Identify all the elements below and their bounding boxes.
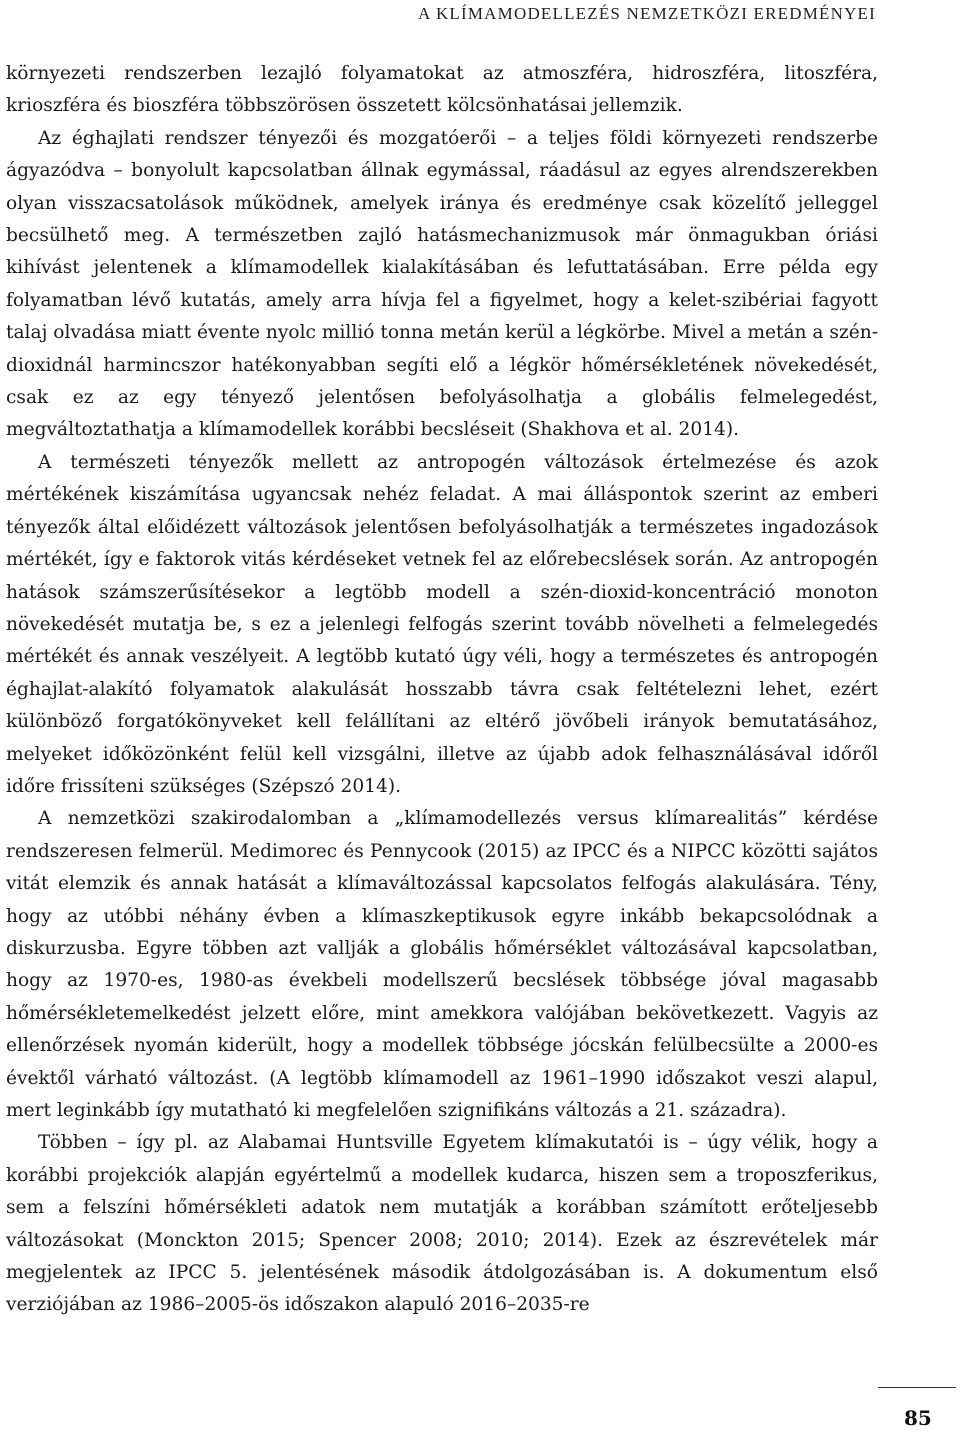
paragraph: A nemzetközi szakirodalomban a „klímamodellezés versus klímarealitás” kérdése rendszeresen felmerül. Medimorec és Pennycook (2015) az IPCC és a NIPCC közötti sajátos vitát elemzik és annak hatását a klímaváltozással kapcsolatos felfogás alakulására. Tény, hogy az utóbbi néhány évben a klímaszkeptikusok egyre inkább bekapcsolódnak a diskurzusba. Egyre többen azt vallják a globális hőmérséklet változásával kapcsolatban, hogy az 1970-es, 1980-as évekbeli modellszerű becslések többsége jóval magasabb hőmérsékletemelkedést jelzett előre, mint amekkora valójában bekövetkezett. Vagyis az ellenőrzések nyomán kiderült, hogy a modellek többsége jócskán felülbecsülte a 2000-es évektől várható változást. (A legtöbb klímamodell az 1961–1990 időszakot veszi alapul, mert leginkább így mutatható ki megfelelően szignifikáns változás a 21. századra). [6, 808, 878, 1121]
paragraph: Az éghajlati rendszer tényezői és mozgatóerői – a teljes földi környezeti rendszerbe ágyazódva – bonyolult kapcsolatban állnak egymással, ráadásul az egyes alrendszerekben olyan visszacsatolások működnek, amelyek iránya és eredménye csak közelítő jelleggel becsülhető meg. A természetben zajló hatásmechanizmusok már önmagukban óriási kihívást jelentenek a klímamodellek kialakításában és lefuttatásában. Erre példa egy folyamatban lévő kutatás, amely arra hívja fel a figyelmet, hogy a kelet-szibériai fagyott talaj olvadása miatt évente nyolc millió tonna metán kerül a légkörbe. Mivel a metán a szén-dioxidnál harmincszor hatékonyabban segíti elő a légkör hőmérsékletének növekedését, csak ez az egy tényező jelentősen befolyásolhatja a globális felmelegedést, megváltoztathatja a klímamodellek korábbi becsléseit (Shakhova et al. 2014). [6, 127, 879, 441]
paragraph: környezeti rendszerben lezajló folyamatokat az atmoszféra, hidroszféra, litoszféra, krioszféra és bioszféra többszörösen összetett kölcsönhatásai jellemzik. [6, 63, 878, 117]
page-number-rule [878, 1387, 956, 1388]
paragraph: A természeti tényezők mellett az antropogén változások értelmezése és azok mértékének kiszámítása ugyancsak nehéz feladat. A mai álláspontok szerint az emberi tényezők által előidézett változások jelentősen befolyásolhatják a természetes ingadozások mértékét, így e faktorok vitás kérdéseket vetnek fel az előrebecslések során. Az antropogén hatások számszerűsítésekor a legtöbb modell a szén-dioxid-koncentráció monoton növekedését mutatja be, s ez a jelenlegi felfogás szerint tovább növelheti a felmelegedés mértékét és annak veszélyeit. A legtöbb kutató úgy véli, hogy a természetes és antropogén éghajlat-alakító folyamatok alakulását hosszabb távra csak feltételezni lehet, ezért különböző forgatókönyveket kell felállítani az eltérő jövőbeli irányok bemutatásához, melyeket időközönként felül kell vizsgálni, illetve az újabb adok felhasználásával időről időre frissíteni szükséges (Szépszó 2014). [6, 451, 878, 797]
paragraph: Többen – így pl. az Alabamai Huntsville Egyetem klímakutatói is – úgy vélik, hogy a korábbi projekciók alapján egyértelmű a modellek kudarca, hiszen sem a troposzferikus, sem a felszíni hőmérsékleti adatok nem mutatják a korábban számított erőteljesebb változásokat (Monckton 2015; Spencer 2008; 2010; 2014). Ezek az észrevételek már megjelentek az IPCC 5. jelentésének második átdolgozásában is. A dokumentum első verziójában az 1986–2005-ös időszakon alapuló 2016–2035-re [6, 1132, 878, 1316]
page-number: 85 [904, 1406, 932, 1430]
running-header: A KLÍMAMODELLEZÉS NEMZETKÖZI EREDMÉNYEI [417, 4, 876, 23]
body-text [6, 58, 878, 1322]
